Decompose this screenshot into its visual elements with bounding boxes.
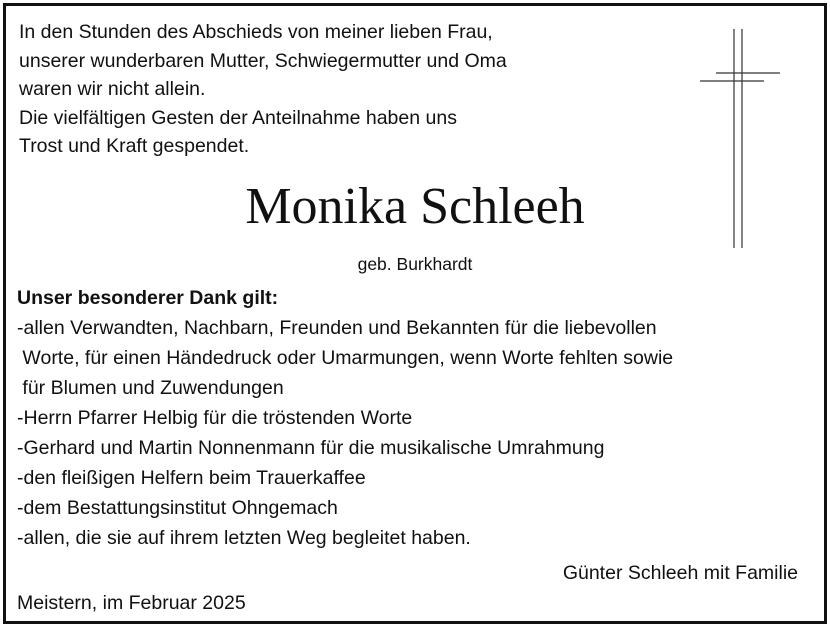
intro-line: Trost und Kraft gespendet. <box>19 135 250 157</box>
thanks-section <box>17 283 673 553</box>
maiden-name: geb. Burkhardt <box>357 254 473 274</box>
thanks-line: -allen, die sie auf ihrem letzten Weg begleitet haben. <box>17 527 471 549</box>
thanks-line: -Gerhard und Martin Nonnenmann für die musikalische Umrahmung <box>17 437 605 459</box>
place-date: Meistern, im Februar 2025 <box>17 592 246 614</box>
thanks-line: -den fleißigen Helfern beim Trauerkaffee <box>17 467 366 489</box>
intro-line: unserer wunderbaren Mutter, Schwiegermutter und Oma <box>19 49 507 72</box>
thanks-line: Worte, für einen Händedruck oder Umarmungen, wenn Worte fehlten sowie <box>17 347 674 369</box>
intro-line: In den Stunden des Abschieds von meiner lieben Frau, <box>19 21 493 43</box>
intro-text <box>19 18 507 161</box>
thanks-line: für Blumen und Zuwendungen <box>17 377 284 399</box>
intro-line: Die vielfältigen Gesten der Anteilnahme haben uns <box>19 106 457 129</box>
intro-line: waren wir nicht allein. <box>19 78 206 100</box>
signature: Günter Schleeh mit Familie <box>562 562 798 584</box>
thanks-line: -Herrn Pfarrer Helbig für die tröstenden Worte <box>17 407 413 429</box>
thanks-heading: Unser besonderer Dank gilt: <box>17 287 279 309</box>
thanks-line: -allen Verwandten, Nachbarn, Freunden und Bekannten für die liebevollen <box>17 317 657 339</box>
deceased-name: Monika Schleeh <box>245 178 585 235</box>
thanks-line: -dem Bestattungsinstitut Ohngemach <box>17 497 338 519</box>
